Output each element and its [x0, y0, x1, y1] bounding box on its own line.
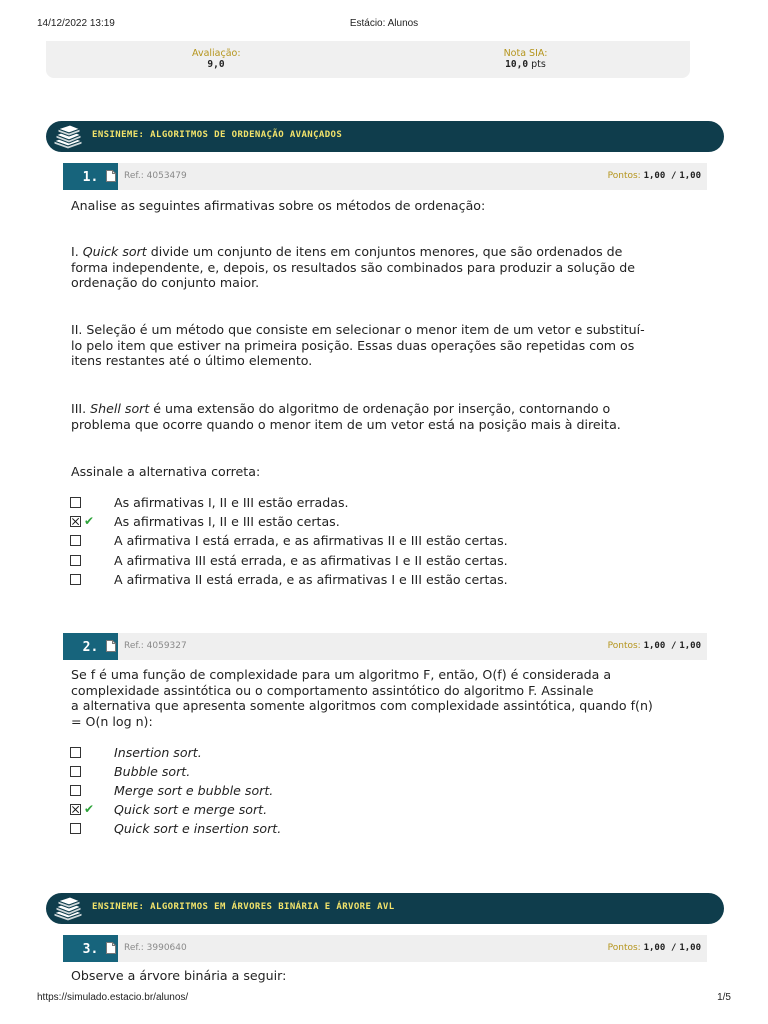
- question-2-statement: [71, 667, 711, 729]
- option-text: Quick sort e merge sort.: [114, 802, 268, 817]
- points-label: Pontos:: [607, 943, 641, 953]
- question-1-header: [63, 163, 707, 190]
- option-text: As afirmativas I, II e III estão certas.: [114, 514, 340, 529]
- statement-line: Se f é uma função de complexidade para um algoritmo F, então, O(f) é considerada a: [71, 667, 612, 682]
- statement-line: complexidade assintótica ou o comportamento assintótico do algoritmo F. Assinale: [71, 682, 594, 698]
- question-1-statement-1: [71, 244, 711, 291]
- option-text: A afirmativa III está errada, e as afirmativas I e II estão certas.: [114, 553, 508, 568]
- statement-prefix: III.: [71, 401, 91, 416]
- print-page-number: 1/5: [717, 992, 731, 1003]
- question-ref: Ref.: 3990640: [124, 943, 187, 953]
- section-title: ENSINEME: ALGORITMOS EM ÁRVORES BINÁRIA E ÁRVORE AVL: [92, 902, 395, 912]
- statement-line: ordenação do conjunto maior.: [71, 275, 260, 290]
- checkbox[interactable]: [70, 574, 81, 585]
- statement-line: itens restantes até o último elemento.: [71, 353, 313, 368]
- books-icon: [52, 124, 84, 150]
- avaliacao-label: Avaliação:: [192, 48, 241, 59]
- points-separator: /: [671, 171, 677, 181]
- question-1-intro: Analise as seguintes afirmativas sobre os métodos de ordenação:: [71, 198, 486, 213]
- checkmark-icon: ✔: [84, 514, 95, 528]
- statement-italic: Quick sort: [82, 244, 147, 259]
- question-1-statement-2: [71, 322, 711, 369]
- option-text: As afirmativas I, II e III estão erradas.: [114, 495, 349, 510]
- statement-line: é uma extensão do algoritmo de ordenação por inserção, contornando o: [149, 401, 611, 416]
- avaliacao-score: [192, 48, 240, 70]
- option-text: A afirmativa II está errada, e as afirmativas I e III estão certas.: [114, 572, 508, 587]
- question-3-header: [63, 935, 707, 962]
- points-label: Pontos:: [607, 171, 641, 181]
- question-points: [608, 943, 701, 953]
- checkbox-x-icon[interactable]: [70, 516, 81, 527]
- section-header-ordenacao[interactable]: [46, 121, 724, 152]
- question-points: [608, 171, 701, 181]
- print-header: [37, 18, 731, 32]
- statement-line: = O(n log n):: [71, 713, 153, 729]
- avaliacao-value: 9,0: [207, 59, 225, 70]
- document-icon: [106, 170, 116, 182]
- statement-prefix: I.: [71, 244, 83, 259]
- checkbox[interactable]: [70, 823, 81, 834]
- question-number: 2.: [63, 633, 118, 660]
- points-max: 1,00: [679, 943, 701, 953]
- books-icon: [52, 896, 84, 922]
- question-points: [608, 641, 701, 651]
- score-summary: [46, 41, 690, 78]
- checkbox[interactable]: [70, 766, 81, 777]
- option-text: Insertion sort.: [114, 745, 202, 760]
- question-1-prompt: Assinale a alternativa correta:: [71, 464, 261, 479]
- points-max: 1,00: [679, 641, 701, 651]
- points-max: 1,00: [679, 171, 701, 181]
- print-url: https://simulado.estacio.br/alunos/: [37, 992, 189, 1003]
- statement-italic: Shell sort: [90, 401, 150, 416]
- statement-line: forma independente, e, depois, os resultados são combinados para produzir a solução de: [71, 259, 635, 275]
- print-title: Estácio: Alunos: [349, 18, 419, 29]
- statement-line: a alternativa que apresenta somente algoritmos com complexidade assintótica, quando f(n): [71, 698, 653, 713]
- question-3-intro: Observe a árvore binária a seguir:: [71, 968, 287, 983]
- points-label: Pontos:: [607, 641, 641, 651]
- document-icon: [106, 942, 116, 954]
- question-number: 3.: [63, 935, 118, 962]
- document-icon: [106, 640, 116, 652]
- statement-line: problema que ocorre quando o menor item de um vetor está na posição mais à direita.: [71, 416, 621, 432]
- option-text: Merge sort e bubble sort.: [114, 783, 274, 798]
- checkbox[interactable]: [70, 747, 81, 758]
- statement-line: lo pelo item que estiver na primeira posição. Essas duas operações são repetidas com os: [71, 337, 635, 353]
- question-1-statement-3: [71, 401, 711, 432]
- nota-sia-unit: pts: [531, 59, 546, 70]
- checkbox[interactable]: [70, 535, 81, 546]
- section-title: ENSINEME: ALGORITMOS DE ORDENAÇÃO AVANÇADOS: [92, 130, 343, 140]
- checkbox[interactable]: [70, 497, 81, 508]
- question-number: 1.: [63, 163, 118, 190]
- option-text: A afirmativa I está errada, e as afirmativas II e III estão certas.: [114, 533, 508, 548]
- points-value: 1,00: [643, 641, 666, 651]
- question-ref: Ref.: 4059327: [124, 641, 187, 651]
- checkbox-x-icon[interactable]: [70, 804, 81, 815]
- nota-sia-label: Nota SIA:: [503, 48, 548, 59]
- question-2-header: [63, 633, 707, 660]
- points-separator: /: [671, 943, 677, 953]
- question-ref: Ref.: 4053479: [124, 171, 187, 181]
- points-value: 1,00: [643, 171, 666, 181]
- checkbox[interactable]: [70, 785, 81, 796]
- nota-sia-value: 10,0: [505, 59, 529, 70]
- checkbox[interactable]: [70, 555, 81, 566]
- option-text: Quick sort e insertion sort.: [114, 821, 282, 836]
- nota-sia-score: [498, 48, 553, 70]
- checkmark-icon: ✔: [84, 802, 95, 816]
- statement-line: II. Seleção é um método que consiste em selecionar o menor item de um vetor e substituí-: [71, 322, 645, 337]
- statement-line: divide um conjunto de itens em conjuntos menores, que são ordenados de: [146, 244, 623, 259]
- points-value: 1,00: [643, 943, 666, 953]
- print-footer: [37, 992, 731, 1006]
- print-datetime: 14/12/2022 13:19: [37, 18, 115, 29]
- section-header-arvores[interactable]: [46, 893, 724, 924]
- points-separator: /: [671, 641, 677, 651]
- option-text: Bubble sort.: [114, 764, 191, 779]
